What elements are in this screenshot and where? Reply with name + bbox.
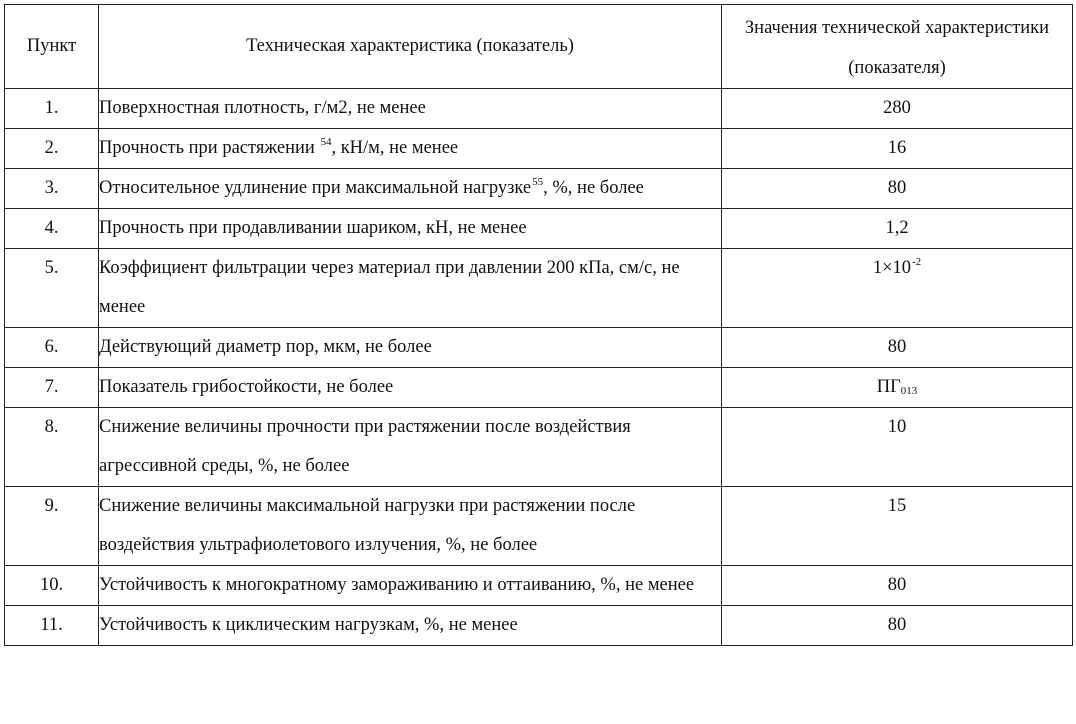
value-text: 1×10 <box>872 258 911 278</box>
specification-table <box>4 4 1073 646</box>
characteristic-name: Устойчивость к многократному замораживанию и оттаиванию, %, не менее <box>99 566 722 606</box>
characteristic-name: Коэффициент фильтрации через материал при давлении 200 кПа, см/с, не менее <box>99 249 722 328</box>
table-row <box>5 169 1073 209</box>
header-item-number: Пункт <box>5 5 99 89</box>
characteristic-value: 280 <box>722 89 1073 129</box>
value-text: ПГ <box>876 377 901 397</box>
name-text: Прочность при растяжении <box>99 138 320 158</box>
name-text: Относительное удлинение при максимальной нагрузке <box>99 178 532 198</box>
subscript: 013 <box>900 385 918 397</box>
characteristic-value: 10 <box>722 408 1073 487</box>
characteristic-value: 16 <box>722 129 1073 169</box>
exponent: -2 <box>912 256 922 268</box>
characteristic-value: 80 <box>722 566 1073 606</box>
table-row <box>5 408 1073 487</box>
characteristic-name: Действующий диаметр пор, мкм, не более <box>99 328 722 368</box>
name-text: , кН/м, не менее <box>331 138 459 158</box>
item-number: 7. <box>5 368 99 408</box>
characteristic-name <box>99 129 722 169</box>
characteristic-name: Поверхностная плотность, г/м2, не менее <box>99 89 722 129</box>
characteristic-value: 80 <box>722 169 1073 209</box>
table-row <box>5 368 1073 408</box>
table-row <box>5 606 1073 646</box>
characteristic-value: 80 <box>722 328 1073 368</box>
table-row <box>5 209 1073 249</box>
item-number: 3. <box>5 169 99 209</box>
header-row <box>5 5 1073 89</box>
item-number: 11. <box>5 606 99 646</box>
footnote-ref: 55 <box>532 176 544 188</box>
characteristic-name: Прочность при продавливании шариком, кН, не менее <box>99 209 722 249</box>
item-number: 8. <box>5 408 99 487</box>
item-number: 4. <box>5 209 99 249</box>
table-body <box>5 89 1073 646</box>
characteristic-name: Показатель грибостойкости, не более <box>99 368 722 408</box>
table-row <box>5 328 1073 368</box>
name-text: , %, не более <box>543 178 644 198</box>
item-number: 10. <box>5 566 99 606</box>
characteristic-name <box>99 169 722 209</box>
item-number: 2. <box>5 129 99 169</box>
characteristic-name: Устойчивость к циклическим нагрузкам, %, не менее <box>99 606 722 646</box>
item-number: 6. <box>5 328 99 368</box>
characteristic-value: 80 <box>722 606 1073 646</box>
table-row <box>5 487 1073 566</box>
table-row <box>5 129 1073 169</box>
characteristic-value: 1,2 <box>722 209 1073 249</box>
table-row <box>5 249 1073 328</box>
item-number: 9. <box>5 487 99 566</box>
characteristic-name: Снижение величины максимальной нагрузки при растяжении после воздействия ультрафиолетового излучения, %, не более <box>99 487 722 566</box>
table-row <box>5 89 1073 129</box>
table-header <box>5 5 1073 89</box>
item-number: 5. <box>5 249 99 328</box>
table-row <box>5 566 1073 606</box>
characteristic-value <box>722 368 1073 408</box>
item-number: 1. <box>5 89 99 129</box>
characteristic-name: Снижение величины прочности при растяжении после воздействия агрессивной среды, %, не более <box>99 408 722 487</box>
characteristic-value <box>722 249 1073 328</box>
header-characteristic: Техническая характеристика (показатель) <box>99 5 722 89</box>
footnote-ref: 54 <box>320 136 332 148</box>
header-value: Значения технической характеристики (показателя) <box>722 5 1073 89</box>
characteristic-value: 15 <box>722 487 1073 566</box>
